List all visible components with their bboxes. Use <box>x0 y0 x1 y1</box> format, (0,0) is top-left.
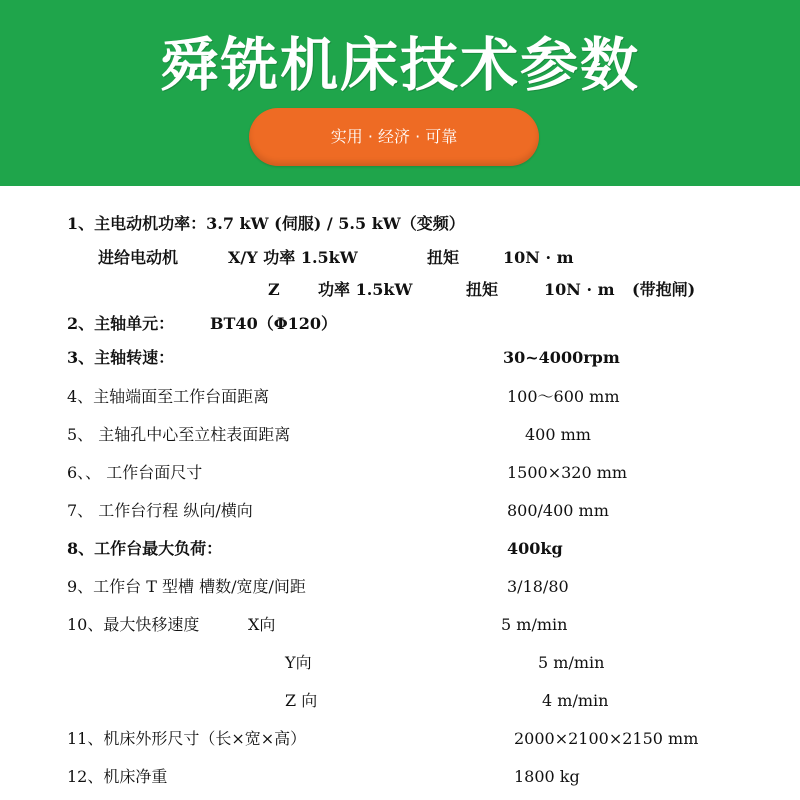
spec-spindle-speed-value: 30~4000rpm <box>503 348 620 367</box>
spec-rapid-speed-x-axis: X向 <box>248 615 276 634</box>
spec-feed-z-axis: Z <box>268 280 280 299</box>
spec-rapid-speed-x-value: 5 m/min <box>501 615 568 634</box>
header-banner <box>0 0 800 186</box>
spec-table-travel-value: 800/400 mm <box>507 501 609 520</box>
spec-feed-xy-torque-value: 10N · m <box>503 248 574 267</box>
spec-main-motor: 1、主电动机功率：3.7 kW (伺服) / 5.5 kW（变频） <box>67 214 465 233</box>
spec-machine-weight-label: 12、机床净重 <box>67 767 168 786</box>
spec-t-slot-value: 3/18/80 <box>507 577 569 596</box>
spec-feed-z-brake: (带抱闸) <box>632 280 696 299</box>
spec-rapid-speed-label: 10、最大快移速度 <box>67 615 200 634</box>
spec-table-size-value: 1500×320 mm <box>507 463 628 482</box>
spec-t-slot-label: 9、工作台 T 型槽 槽数/宽度/间距 <box>67 577 306 596</box>
spec-rapid-speed-z-value: 4 m/min <box>542 691 609 710</box>
spec-spindle-speed-label: 3、主轴转速： <box>67 348 175 367</box>
spec-machine-weight-value: 1800 kg <box>514 767 580 786</box>
spec-table-max-load-value: 400kg <box>507 539 563 558</box>
spec-spindle-unit-label: 2、主轴单元： <box>67 314 175 333</box>
spec-table-size-label: 6、、 工作台面尺寸 <box>67 463 203 482</box>
spec-machine-dimensions-value: 2000×2100×2150 mm <box>514 729 699 748</box>
spec-machine-dimensions-label: 11、机床外形尺寸（长×宽×高） <box>67 729 307 748</box>
spec-rapid-speed-y-value: 5 m/min <box>538 653 605 672</box>
spec-feed-motor-label: 进给电动机 <box>98 248 179 267</box>
spec-spindle-column-distance-value: 400 mm <box>525 425 591 444</box>
spec-spindle-table-distance-value: 100～600 mm <box>507 387 620 406</box>
spec-rapid-speed-y-axis: Y向 <box>285 653 312 672</box>
spec-feed-z-torque-label: 扭矩 <box>466 280 499 299</box>
spec-table-travel-label: 7、 工作台行程 纵向/横向 <box>67 501 253 520</box>
spec-feed-z-torque-value: 10N · m <box>544 280 615 299</box>
spec-spindle-column-distance-label: 5、 主轴孔中心至立柱表面距离 <box>67 425 291 444</box>
page-title: 舜铣机床技术参数 <box>159 31 640 99</box>
spec-spindle-table-distance-label: 4、主轴端面至工作台面距离 <box>67 387 270 406</box>
spec-spindle-unit-value: BT40（Φ120） <box>210 314 338 333</box>
spec-feed-xy-torque-label: 扭矩 <box>427 248 460 267</box>
spec-rapid-speed-z-axis: Z 向 <box>285 691 318 710</box>
spec-feed-z-power: 功率 1.5kW <box>318 280 413 299</box>
tagline-badge: 实用 · 经济 · 可靠 <box>249 108 539 166</box>
spec-feed-xy-power: X/Y 功率 1.5kW <box>228 248 358 267</box>
spec-table-max-load-label: 8、工作台最大负荷： <box>67 539 223 558</box>
